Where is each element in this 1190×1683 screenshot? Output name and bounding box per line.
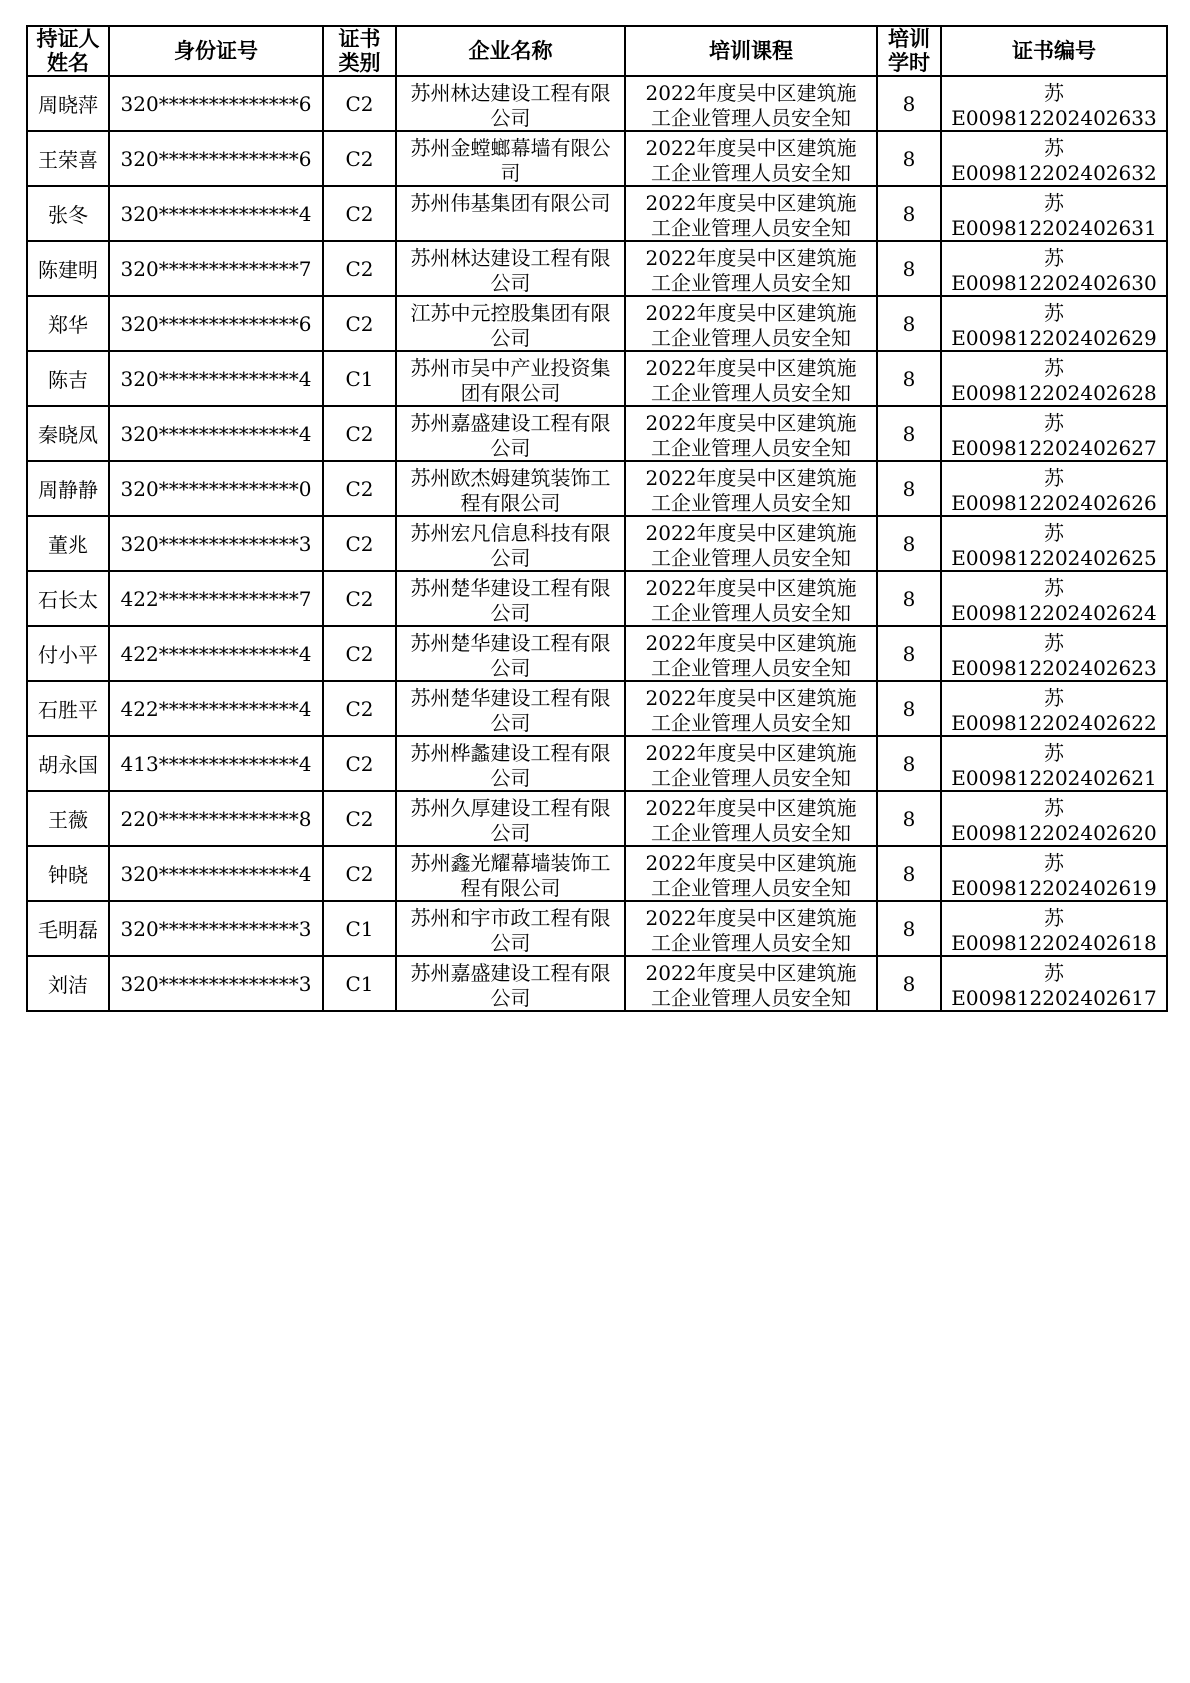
- cert-type-cell: C2: [323, 626, 396, 681]
- cert-number-cell: 苏E009812202402619: [941, 846, 1167, 901]
- id-number-cell: 220**************8: [109, 791, 323, 846]
- table-body: [27, 76, 1167, 1011]
- company-cell-text: 苏州嘉盛建设工程有限公司: [410, 411, 611, 457]
- company-cell: [396, 791, 625, 846]
- course-cell: [625, 186, 877, 241]
- table-row: [27, 901, 1167, 956]
- course-cell-text: 2022年度吴中区建筑施工企业管理人员安全知: [645, 576, 857, 622]
- table-row: [27, 791, 1167, 846]
- table-row: [27, 76, 1167, 131]
- company-cell: [396, 516, 625, 571]
- cert-type-cell: C2: [323, 791, 396, 846]
- hours-cell: 8: [877, 846, 941, 901]
- course-cell: [625, 296, 877, 351]
- table-row: [27, 461, 1167, 516]
- cert-type-cell: C2: [323, 406, 396, 461]
- company-cell-text: 苏州鑫光耀幕墙装饰工程有限公司: [410, 851, 611, 897]
- id-number-cell: 320**************6: [109, 76, 323, 131]
- course-cell-text: 2022年度吴中区建筑施工企业管理人员安全知: [645, 466, 857, 512]
- holder-name-cell: 董兆: [27, 516, 109, 571]
- company-cell-text: 苏州楚华建设工程有限公司: [410, 631, 611, 677]
- course-cell: [625, 351, 877, 406]
- hours-cell: 8: [877, 76, 941, 131]
- company-cell-text: 苏州伟基集团有限公司: [410, 191, 611, 215]
- holder-name-cell: 石长太: [27, 571, 109, 626]
- course-cell-text: 2022年度吴中区建筑施工企业管理人员安全知: [645, 851, 857, 897]
- company-cell: [396, 626, 625, 681]
- cert-number-cell: 苏E009812202402617: [941, 956, 1167, 1011]
- cert-type-cell: C2: [323, 571, 396, 626]
- cert-type-cell: C2: [323, 131, 396, 186]
- course-cell-text: 2022年度吴中区建筑施工企业管理人员安全知: [645, 356, 857, 402]
- hours-cell: 8: [877, 516, 941, 571]
- company-cell: [396, 901, 625, 956]
- table-row: [27, 571, 1167, 626]
- cert-number-cell: 苏E009812202402632: [941, 131, 1167, 186]
- id-number-cell: 320**************0: [109, 461, 323, 516]
- id-number-cell: 422**************4: [109, 681, 323, 736]
- cert-number-cell: 苏E009812202402622: [941, 681, 1167, 736]
- holder-name-cell: 钟晓: [27, 846, 109, 901]
- course-cell-text: 2022年度吴中区建筑施工企业管理人员安全知: [645, 521, 857, 567]
- hours-cell: 8: [877, 626, 941, 681]
- cert-type-cell: C1: [323, 351, 396, 406]
- table-row: [27, 956, 1167, 1011]
- course-cell-text: 2022年度吴中区建筑施工企业管理人员安全知: [645, 301, 857, 347]
- cert-type-cell: C2: [323, 516, 396, 571]
- course-cell: [625, 406, 877, 461]
- company-cell: [396, 241, 625, 296]
- cert-number-cell: 苏E009812202402626: [941, 461, 1167, 516]
- cert-type-cell: C2: [323, 461, 396, 516]
- header-cert-number: 证书编号: [941, 26, 1167, 76]
- id-number-cell: 413**************4: [109, 736, 323, 791]
- hours-cell: 8: [877, 681, 941, 736]
- id-number-cell: 320**************3: [109, 901, 323, 956]
- company-cell-text: 苏州桦蠡建设工程有限公司: [410, 741, 611, 787]
- holder-name-cell: 陈建明: [27, 241, 109, 296]
- course-cell-text: 2022年度吴中区建筑施工企业管理人员安全知: [645, 246, 857, 292]
- id-number-cell: 320**************3: [109, 516, 323, 571]
- hours-cell: 8: [877, 901, 941, 956]
- table-row: [27, 846, 1167, 901]
- cert-number-cell: 苏E009812202402618: [941, 901, 1167, 956]
- cert-type-cell: C2: [323, 186, 396, 241]
- hours-cell: 8: [877, 791, 941, 846]
- company-cell: [396, 131, 625, 186]
- hours-cell: 8: [877, 296, 941, 351]
- cert-type-cell: C2: [323, 296, 396, 351]
- course-cell-text: 2022年度吴中区建筑施工企业管理人员安全知: [645, 136, 857, 182]
- company-cell: [396, 461, 625, 516]
- course-cell: [625, 791, 877, 846]
- cert-number-cell: 苏E009812202402624: [941, 571, 1167, 626]
- table-row: [27, 241, 1167, 296]
- holder-name-cell: 周晓萍: [27, 76, 109, 131]
- table-header: [27, 26, 1167, 76]
- company-cell: [396, 406, 625, 461]
- cert-type-cell: C2: [323, 76, 396, 131]
- company-cell-text: 苏州林达建设工程有限公司: [410, 81, 611, 127]
- hours-cell: 8: [877, 956, 941, 1011]
- course-cell: [625, 956, 877, 1011]
- hours-cell: 8: [877, 351, 941, 406]
- cert-number-cell: 苏E009812202402623: [941, 626, 1167, 681]
- company-cell: [396, 571, 625, 626]
- course-cell: [625, 76, 877, 131]
- cert-type-cell: C2: [323, 241, 396, 296]
- course-cell: [625, 626, 877, 681]
- hours-cell: 8: [877, 736, 941, 791]
- hours-cell: 8: [877, 571, 941, 626]
- cert-number-cell: 苏E009812202402625: [941, 516, 1167, 571]
- course-cell: [625, 131, 877, 186]
- company-cell-text: 苏州楚华建设工程有限公司: [410, 576, 611, 622]
- course-cell: [625, 846, 877, 901]
- id-number-cell: 320**************4: [109, 186, 323, 241]
- holder-name-cell: 周静静: [27, 461, 109, 516]
- table-row: [27, 626, 1167, 681]
- course-cell: [625, 681, 877, 736]
- id-number-cell: 320**************4: [109, 351, 323, 406]
- cert-number-cell: 苏E009812202402633: [941, 76, 1167, 131]
- course-cell-text: 2022年度吴中区建筑施工企业管理人员安全知: [645, 741, 857, 787]
- header-holder-name: 持证人姓名: [27, 26, 109, 76]
- hours-cell: 8: [877, 461, 941, 516]
- company-cell: [396, 736, 625, 791]
- cert-type-cell: C1: [323, 901, 396, 956]
- course-cell: [625, 736, 877, 791]
- header-company: 企业名称: [396, 26, 625, 76]
- cert-number-cell: 苏E009812202402630: [941, 241, 1167, 296]
- company-cell: [396, 186, 625, 241]
- company-cell: [396, 956, 625, 1011]
- holder-name-cell: 秦晓凤: [27, 406, 109, 461]
- cert-number-cell: 苏E009812202402629: [941, 296, 1167, 351]
- header-course: 培训课程: [625, 26, 877, 76]
- cert-number-cell: 苏E009812202402631: [941, 186, 1167, 241]
- holder-name-cell: 付小平: [27, 626, 109, 681]
- company-cell-text: 苏州和宇市政工程有限公司: [410, 906, 611, 952]
- company-cell-text: 苏州嘉盛建设工程有限公司: [410, 961, 611, 1007]
- id-number-cell: 320**************4: [109, 846, 323, 901]
- company-cell: [396, 351, 625, 406]
- company-cell: [396, 846, 625, 901]
- holder-name-cell: 刘洁: [27, 956, 109, 1011]
- id-number-cell: 422**************7: [109, 571, 323, 626]
- holder-name-cell: 王薇: [27, 791, 109, 846]
- course-cell-text: 2022年度吴中区建筑施工企业管理人员安全知: [645, 906, 857, 952]
- company-cell-text: 苏州宏凡信息科技有限公司: [410, 521, 611, 567]
- cert-number-cell: 苏E009812202402620: [941, 791, 1167, 846]
- holder-name-cell: 胡永国: [27, 736, 109, 791]
- course-cell: [625, 571, 877, 626]
- cert-number-cell: 苏E009812202402627: [941, 406, 1167, 461]
- holder-name-cell: 陈吉: [27, 351, 109, 406]
- table-row: [27, 186, 1167, 241]
- holder-name-cell: 毛明磊: [27, 901, 109, 956]
- cert-number-cell: 苏E009812202402621: [941, 736, 1167, 791]
- company-cell: [396, 681, 625, 736]
- company-cell-text: 苏州楚华建设工程有限公司: [410, 686, 611, 732]
- holder-name-cell: 郑华: [27, 296, 109, 351]
- course-cell: [625, 516, 877, 571]
- company-cell: [396, 296, 625, 351]
- company-cell-text: 苏州欧杰姆建筑装饰工程有限公司: [410, 466, 611, 512]
- header-cert-type: 证书类别: [323, 26, 396, 76]
- company-cell: [396, 76, 625, 131]
- header-id-number: 身份证号: [109, 26, 323, 76]
- cert-type-cell: C2: [323, 681, 396, 736]
- header-row: [27, 26, 1167, 76]
- course-cell-text: 2022年度吴中区建筑施工企业管理人员安全知: [645, 411, 857, 457]
- cert-type-cell: C2: [323, 846, 396, 901]
- hours-cell: 8: [877, 186, 941, 241]
- id-number-cell: 320**************3: [109, 956, 323, 1011]
- table-row: [27, 131, 1167, 186]
- company-cell-text: 苏州金螳螂幕墙有限公司: [410, 136, 611, 182]
- id-number-cell: 422**************4: [109, 626, 323, 681]
- cert-type-cell: C2: [323, 736, 396, 791]
- hours-cell: 8: [877, 406, 941, 461]
- id-number-cell: 320**************6: [109, 296, 323, 351]
- cert-type-cell: C1: [323, 956, 396, 1011]
- hours-cell: 8: [877, 131, 941, 186]
- course-cell-text: 2022年度吴中区建筑施工企业管理人员安全知: [645, 961, 857, 1007]
- holder-name-cell: 王荣喜: [27, 131, 109, 186]
- id-number-cell: 320**************4: [109, 406, 323, 461]
- table-row: [27, 406, 1167, 461]
- course-cell-text: 2022年度吴中区建筑施工企业管理人员安全知: [645, 686, 857, 732]
- course-cell-text: 2022年度吴中区建筑施工企业管理人员安全知: [645, 81, 857, 127]
- header-hours: 培训学时: [877, 26, 941, 76]
- certificate-table: [26, 25, 1168, 1012]
- table-row: [27, 736, 1167, 791]
- course-cell-text: 2022年度吴中区建筑施工企业管理人员安全知: [645, 191, 857, 237]
- course-cell-text: 2022年度吴中区建筑施工企业管理人员安全知: [645, 796, 857, 842]
- course-cell-text: 2022年度吴中区建筑施工企业管理人员安全知: [645, 631, 857, 677]
- company-cell-text: 苏州林达建设工程有限公司: [410, 246, 611, 292]
- id-number-cell: 320**************7: [109, 241, 323, 296]
- id-number-cell: 320**************6: [109, 131, 323, 186]
- table-row: [27, 516, 1167, 571]
- course-cell: [625, 241, 877, 296]
- cert-number-cell: 苏E009812202402628: [941, 351, 1167, 406]
- company-cell-text: 苏州久厚建设工程有限公司: [410, 796, 611, 842]
- course-cell: [625, 461, 877, 516]
- table-row: [27, 296, 1167, 351]
- table-row: [27, 351, 1167, 406]
- company-cell-text: 江苏中元控股集团有限公司: [410, 301, 611, 347]
- holder-name-cell: 张冬: [27, 186, 109, 241]
- holder-name-cell: 石胜平: [27, 681, 109, 736]
- company-cell-text: 苏州市吴中产业投资集团有限公司: [410, 356, 611, 402]
- course-cell: [625, 901, 877, 956]
- table-row: [27, 681, 1167, 736]
- hours-cell: 8: [877, 241, 941, 296]
